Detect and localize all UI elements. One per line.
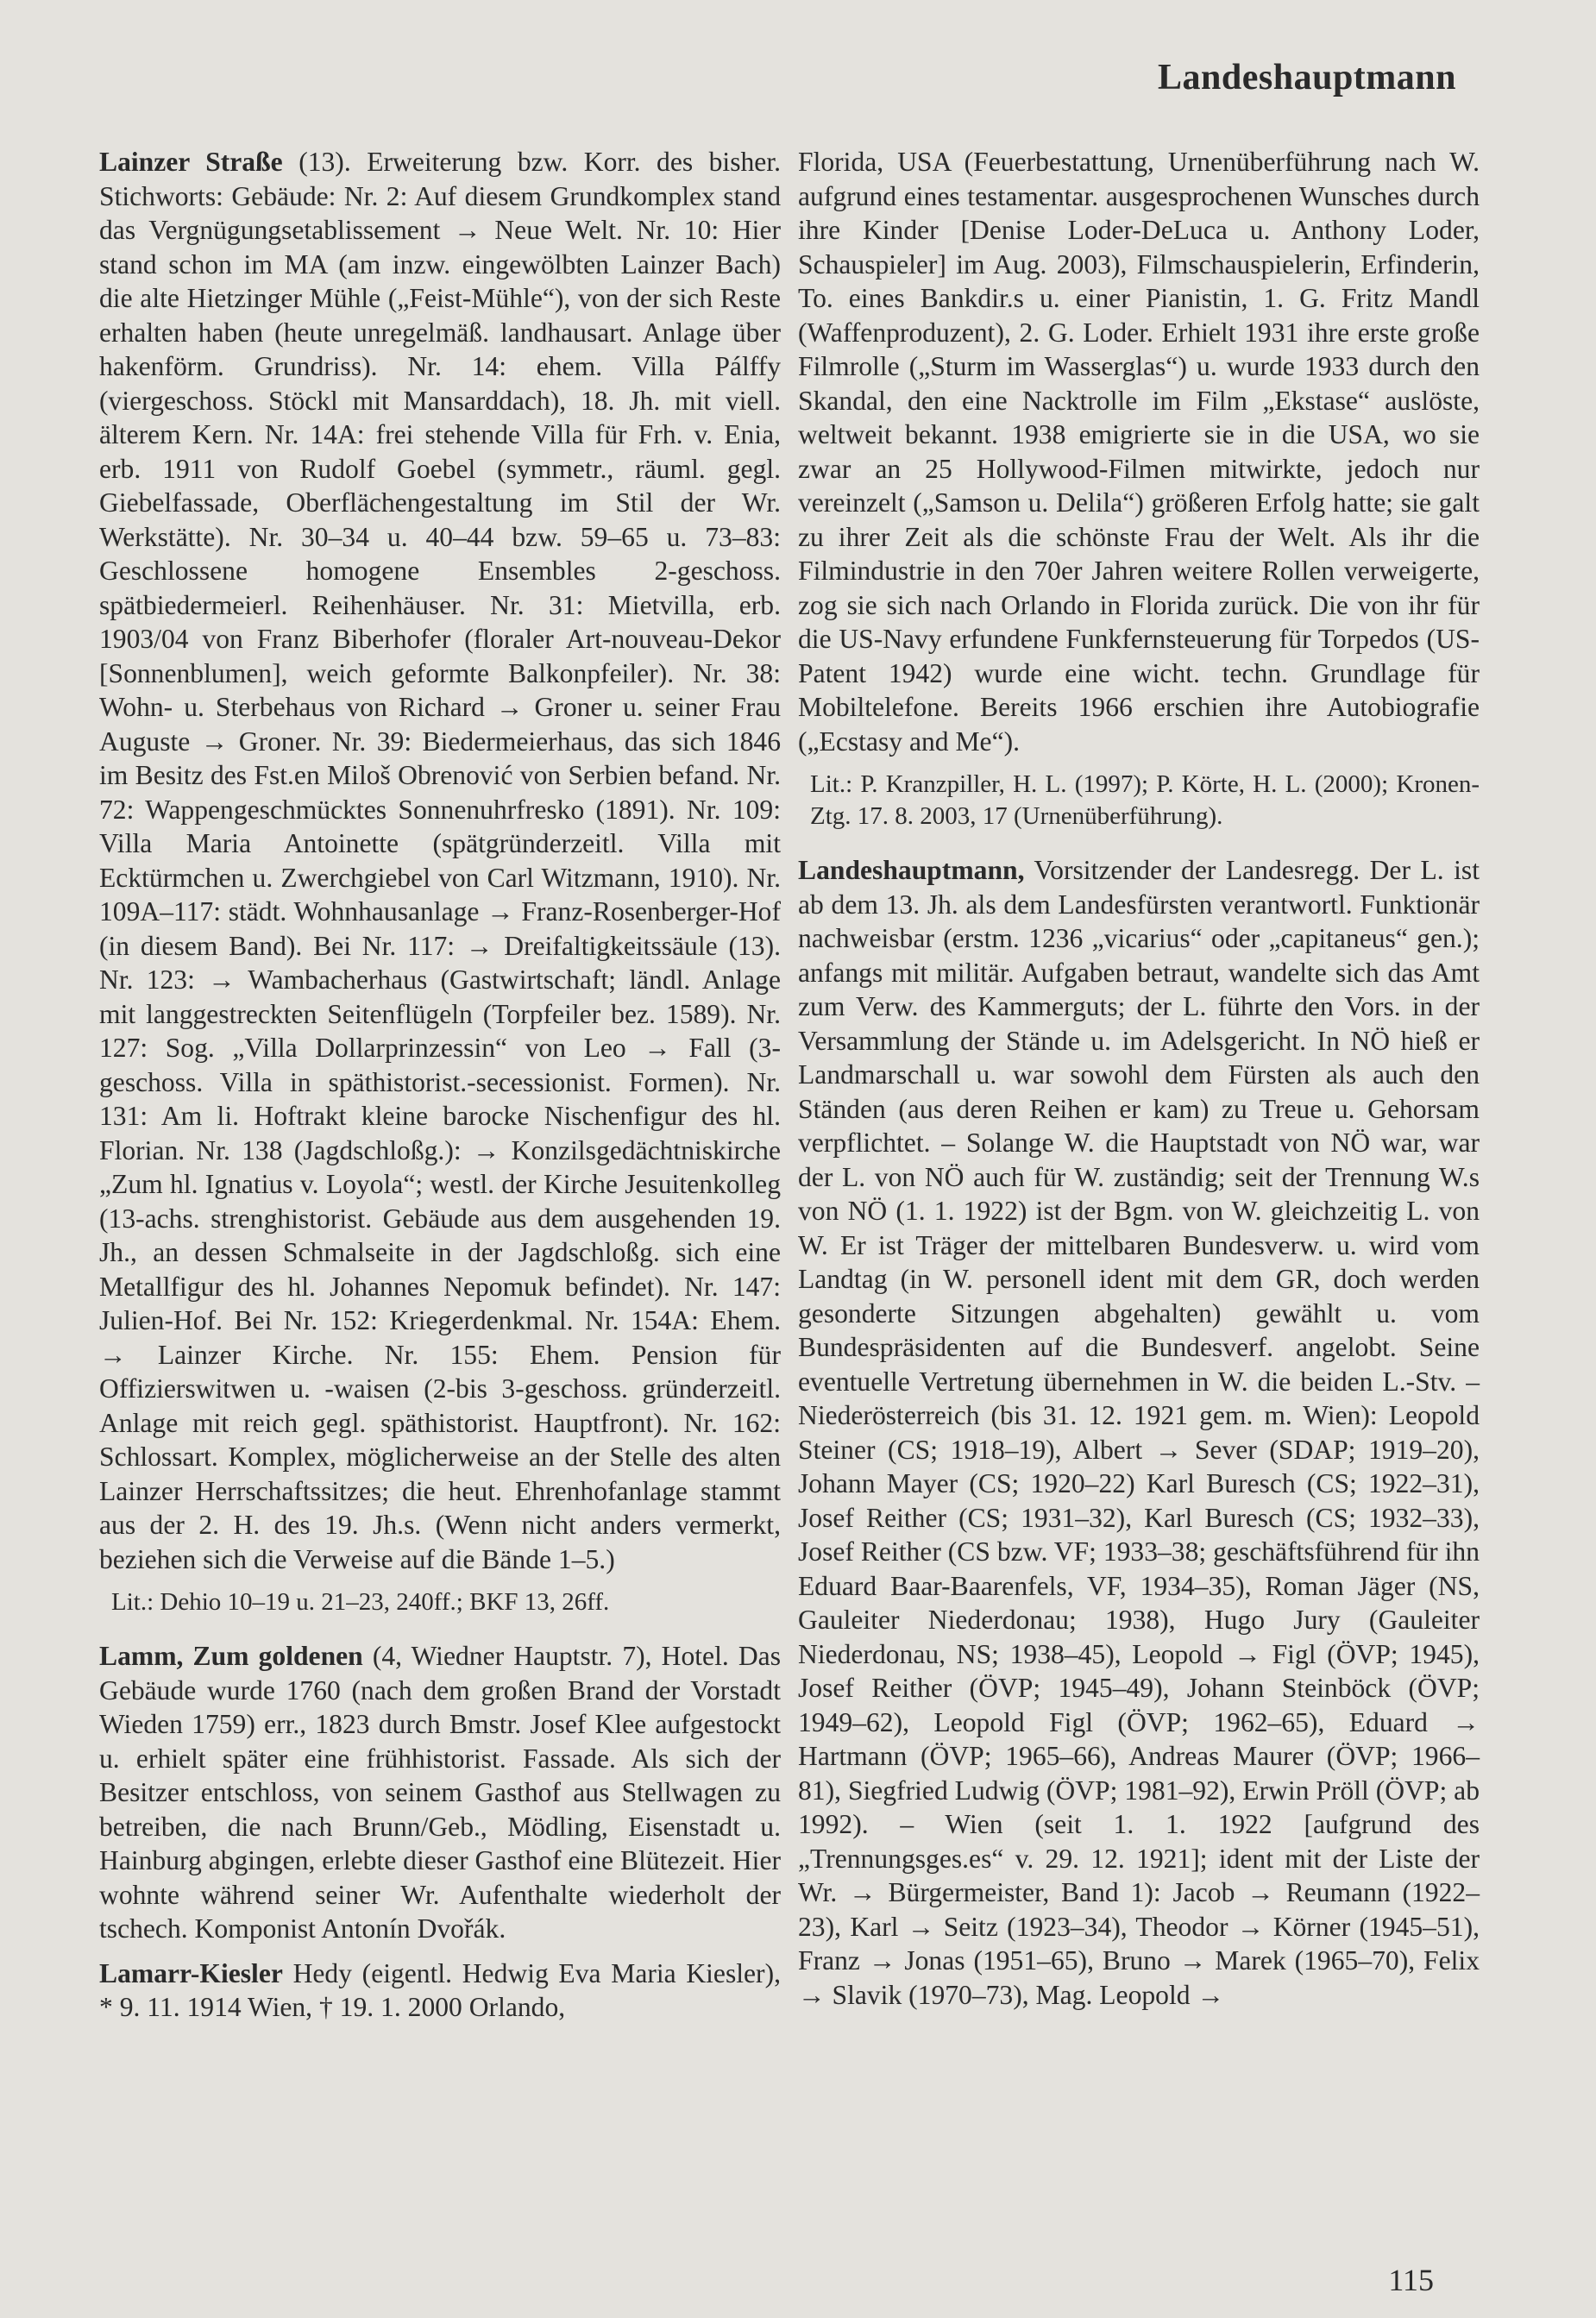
page-number: 115	[1388, 2263, 1434, 2297]
entry-headword: Lainzer Straße	[99, 147, 283, 177]
left-column	[99, 145, 781, 2035]
entry-headword: Lamm, Zum goldenen	[99, 1641, 363, 1671]
literature-reference: Lit.: Dehio 10–19 u. 21–23, 240ff.; BKF 13, 26ff.	[111, 1588, 610, 1616]
entry-headword: Landeshauptmann,	[798, 855, 1025, 885]
entry-lainzer-strasse	[99, 145, 781, 1576]
literature-reference: Lit.: P. Kranzpiller, H. L. (1997); P. Körte, H. L. (2000); Kronen-Ztg. 17. 8. 2003, 17 (Urnenüberführung).	[810, 770, 1480, 830]
entry-lamarr-kiesler-continued: Florida, USA (Feuerbestattung, Urnenüberführung nach W. aufgrund eines testamentar. ausgesprochenen Wunsches durch ihre Kinder [Denise Loder-DeLuca u. Anthony Loder, Schauspieler] im Aug. 2003), Filmschauspielerin, Erfinderin, To. eines Bankdir.s u. einer Pianistin, 1. G. Fritz Mandl (Waffenproduzent), 2. G. Loder. Erhielt 1931 ihre erste große Filmrolle („Sturm im Wasserglas“) u. wurde 1933 durch den Skandal, den eine Nacktrolle im Film „Ekstase“ auslöste, weltweit bekannt. 1938 emigrierte sie in die USA, wo sie zwar an 25 Hollywood-Filmen mitwirkte, jedoch nur vereinzelt („Samson u. Delila“) größeren Erfolg hatte; sie galt zu ihrer Zeit als die schönste Frau der Welt. Als ihr die Filmindustrie in den 70er Jahren weitere Rollen verweigerte, zog sie sich nach Orlando in Florida zurück. Die von ihr für die US-Navy erfundene Funkfernsteuerung für Torpedos (US-Patent 1942) wurde eine wicht. techn. Grundlage für Mobiltelefone. Bereits 1966 erschien ihre Autobiografie („Ecstasy and Me“).	[798, 147, 1480, 757]
entry-text: Hedy (eigentl. Hedwig Eva Maria Kiesler), * 9. 11. 1914 Wien, † 19. 1. 2000 Orlando,	[99, 1957, 781, 2022]
right-column	[798, 145, 1480, 2022]
entry-lamarr-kiesler	[99, 1957, 781, 2025]
entry-landeshauptmann	[798, 853, 1480, 2012]
entry-text: (13). Erweiterung bzw. Korr. des bisher. Stichworts: Gebäude: Nr. 2: Auf diesem Grundkomplex stand das Vergnügungsetablissement → Neue Welt. Nr. 10: Hier stand schon im MA (am inzw. eingewölbten Lainzer Bach) die alte Hietzinger Mühle („Feist-Mühle“), von der sich Reste erhalten haben (heute unregelmäß. landhausart. Anlage über hakenförm. Grundriss). Nr. 14: ehem. Villa Pálffy (viergeschoss. Stöckl mit Mansarddach), 18. Jh. mit viell. älterem Kern. Nr. 14A: frei stehende Villa für Frh. v. Enia, erb. 1911 von Rudolf Goebel (symmetr., räuml. gegl. Giebelfassade, Oberflächengestaltung im Stil der Wr. Werkstätte). Nr. 30–34 u. 40–44 bzw. 59–65 u. 73–83: Geschlossene homogene Ensembles 2-geschoss. spätbiedermeierl. Reihenhäuser. Nr. 31: Mietvilla, erb. 1903/04 von Franz Biberhofer (floraler Art-nouveau-Dekor [Sonnenblumen], weich geformte Balkonpfeiler). Nr. 38: Wohn- u. Sterbehaus von Richard → Groner u. seiner Frau Auguste → Groner. Nr. 39: Biedermeierhaus, das sich 1846 im Besitz des Fst.en Miloš Obrenović von Serbien befand. Nr. 72: Wappengeschmücktes Sonnenuhrfresko (1891). Nr. 109: Villa Maria Antoinette (spätgründerzeitl. Villa mit Ecktürmchen u. Zwerchgiebel von Carl Witzmann, 1910). Nr. 109A–117: städt. Wohnhausanlage → Franz-Rosenberger-Hof (in diesem Band). Bei Nr. 117: → Dreifaltigkeitssäule (13). Nr. 123: → Wambacherhaus (Gastwirtschaft; ländl. Anlage mit langgestreckten Seitenflügeln (Torpfeiler bez. 1589). Nr. 127: Sog. „Villa Dollarprinzessin“ von Leo → Fall (3-geschoss. Villa in späthistorist.-secessionist. Formen). Nr. 131: Am li. Hoftrakt kleine barocke Nischenfigur des hl. Florian. Nr. 138 (Jagdschloßg.): → Konzilsgedächtniskirche „Zum hl. Ignatius v. Loyola“; westl. der Kirche Jesuitenkolleg (13-achs. strenghistorist. Gebäude aus dem ausgehenden 19. Jh., an dessen Schmalseite in der Jagdschloßg. sich eine Metallfigur des hl. Johannes Nepomuk befindet). Nr. 147: Julien-Hof. Bei Nr. 152: Kriegerdenkmal. Nr. 154A: Ehem. → Lainzer Kirche. Nr. 155: Ehem. Pension für Offizierswitwen u. -waisen (2-bis 3-geschoss. gründerzeitl. Anlage mit reich gegl. späthistorist. Hauptfront). Nr. 162: Schlossart. Komplex, möglicherweise an der Stelle des alten Lainzer Herrschaftssitzes; die heut. Ehrenhofanlage stammt aus der 2. H. des 19. Jh.s. (Wenn nicht anders vermerkt, beziehen sich die Verweise auf die Bände 1–5.)	[99, 147, 782, 1574]
entry-lamm	[99, 1639, 781, 1946]
running-head: Landeshauptmann	[1158, 58, 1456, 97]
entry-text: Vorsitzender der Landesregg. Der L. ist ab dem 13. Jh. als dem Landesfürsten verantwortl. Funktionär nachweisbar (erstm. 1236 „vicarius“ oder „capitaneus“ gen.); anfangs mit militär. Aufgaben betraut, wandelte sich das Amt zum Verw. des Kammerguts; der L. führte den Vors. in der Versammlung der Stände u. im Adelsgericht. In NÖ hieß er Landmarschall u. war sowohl dem Fürsten als auch den Ständen (aus deren Reihen er kam) zu Treue u. Gehorsam verpflichtet. – Solange W. die Hauptstadt von NÖ war, war der L. von NÖ auch für W. zuständig; seit der Trennung W.s von NÖ (1. 1. 1922) ist der Bgm. von W. gleichzeitig L. von W. Er ist Träger der mittelbaren Bundesverw. u. wird vom Landtag (in W. personell ident mit dem GR, doch werden gesonderte Sitzungen abgehalten) gewählt u. vom Bundespräsidenten auf die Bundesverf. angelobt. Seine eventuelle Vertretung übernehmen in W. die beiden L.-Stv. – Niederösterreich (bis 31. 12. 1921 gem. m. Wien): Leopold Steiner (CS; 1918–19), Albert → Sever (SDAP; 1919–20), Johann Mayer (CS; 1920–22) Karl Buresch (CS; 1922–31), Josef Reither (CS; 1931–32), Karl Buresch (CS; 1932–33), Josef Reither (CS bzw. VF; 1933–38; geschäftsführend für ihn Eduard Baar-Baarenfels, VF, 1934–35), Roman Jäger (NS, Gauleiter Niederdonau; 1938), Hugo Jury (Gauleiter Niederdonau, NS; 1938–45), Leopold → Figl (ÖVP; 1945), Josef Reither (ÖVP; 1945–49), Johann Steinböck (ÖVP; 1949–62), Leopold Figl (ÖVP; 1962–65), Eduard → Hartmann (ÖVP; 1965–66), Andreas Maurer (ÖVP; 1966–81), Siegfried Ludwig (ÖVP; 1981–92), Erwin Pröll (ÖVP; ab 1992). – Wien (seit 1. 1. 1922 [aufgrund des „Trennungsges.es“ v. 29. 12. 1921]; ident mit der Liste der Wr. → Bürgermeister, Band 1): Jacob → Reumann (1922–23), Karl → Seitz (1923–34), Theodor → Körner (1945–51), Franz → Jonas (1951–65), Bruno → Marek (1965–70), Felix → Slavik (1970–73), Mag. Leopold →	[798, 855, 1480, 2010]
entry-headword: Lamarr-Kiesler	[99, 1957, 283, 1988]
entry-text: (4, Wiedner Hauptstr. 7), Hotel. Das Gebäude wurde 1760 (nach dem großen Brand der Vorstadt Wieden 1759) err., 1823 durch Bmstr. Josef Klee aufgestockt u. erhielt später eine frühhistorist. Fassade. Als sich der Besitzer entschloss, von seinem Gasthof aus Stellwagen zu betreiben, die nach Brunn/Geb., Mödling, Eisenstadt u. Hainburg abgingen, erlebte dieser Gasthof eine Blütezeit. Hier wohnte während seiner Wr. Aufenthalte wiederholt der tschech. Komponist Antonín Dvořák.	[99, 1641, 781, 1944]
